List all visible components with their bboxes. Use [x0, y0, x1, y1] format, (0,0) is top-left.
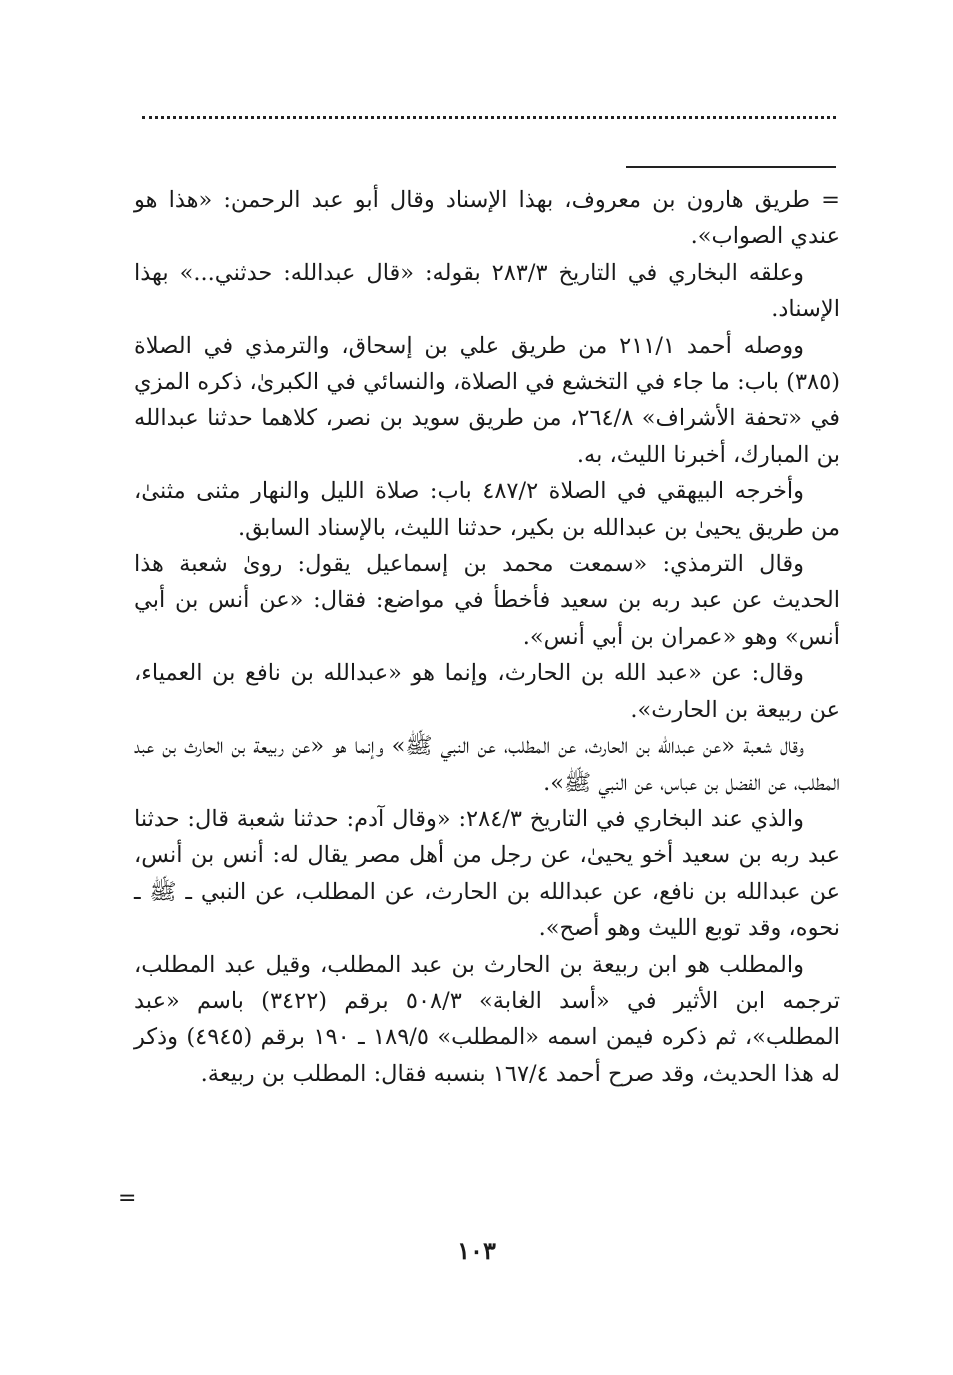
footnote-paragraph-9: والمطلب هو ابن ربيعة بن الحارث بن عبد المطلب، وقيل عبد المطلب، ترجمه ابن الأثير في «أسد الغابة» ٥٠٨/٣ برقم (٣٤٢٢) باسم «عبد المطلب»، ثم ذكره فيمن اسمه «المطلب» ١٨٩/٥ ـ ١٩٠ برقم (٤٩٤٥) وذكر له هذا الحديث، وقد صرح أحمد ١٦٧/٤ بنسبه فقال: المطلب بن ربيعة.	[134, 951, 840, 1087]
footnote-paragraph-8: والذي عند البخاري في التاريخ ٢٨٤/٣: «وقال آدم: حدثنا شعبة قال: حدثنا عبد ربه بن سعيد أخو يحيىٰ، عن رجل من أهل مصر يقال له: أنس بن أنس، عن عبدالله بن نافع، عن عبدالله بن الحارث، عن المطلب، عن النبي ـ ﷺ ـ نحوه، وقد توبع الليث وهو أصح».	[134, 805, 840, 942]
footnote-paragraph-1: = طريق هارون بن معروف، بهذا الإسناد وقال أبو عبد الرحمن: «هذا هو عندي الصواب».	[134, 187, 840, 250]
footnote-paragraph-3: ووصله أحمد ٢١١/١ من طريق علي بن إسحاق، والترمذي في الصلاة (٣٨٥) باب: ما جاء في التخشع في الصلاة، والنسائي في الكبرىٰ، ذكره المزي في «تحفة الأشراف» ٢٦٤/٨، من طريق سويد بن نصر، كلاهما حدثنا عبدالله بن المبارك، أخبرنا الليث، به.	[134, 332, 840, 468]
footnote-paragraph-5: وقال الترمذي: «سمعت محمد بن إسماعيل يقول: روىٰ شعبة هذا الحديث عن عبد ربه بن سعيد فأخطأ في مواضع: فقال: «عن أنس بن أبي أنس» وهو «عمران بن أبي أنس».	[134, 551, 840, 650]
footnote-paragraph-4: وأخرجه البيهقي في الصلاة ٤٨٧/٢ باب: صلاة الليل والنهار مثنى مثنىٰ، من طريق يحيىٰ بن عبدالله بن بكير، حدثنا الليث، بالإسناد السابق.	[134, 478, 840, 541]
footnote-paragraph-7: وقال شعبة «عن عبدالله بن الحارث، عن المطلب، عن النبي ﷺ» وإنما هو «عن ربيعة بن الحارث بن عبد المطلب، عن الفضل بن عباس، عن النبي ﷺ».	[134, 733, 840, 796]
continuation-mark: =	[118, 1186, 137, 1211]
dotted-separator	[142, 116, 836, 131]
footnote-paragraph-6: وقال: عن «عبد الله بن الحارث، وإنما هو «عبدالله بن نافع بن العمياء، عن ربيعة بن الحارث».	[134, 660, 840, 723]
page-number: ١٠٣	[457, 1236, 496, 1265]
footnote-text	[134, 182, 840, 1092]
footnote-paragraph-2: وعلقه البخاري في التاريخ ٢٨٣/٣ بقوله: «قال عبدالله: حدثني...» بهذا الإسناد.	[134, 259, 840, 323]
footnote-rule	[626, 166, 836, 168]
